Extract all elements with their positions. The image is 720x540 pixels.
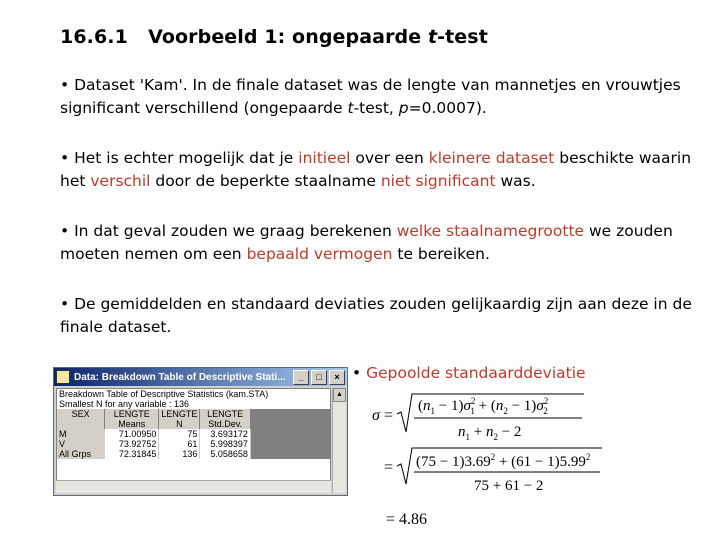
b4-text-1: • De gemiddelden en standaard deviaties zouden gelijkaardig zijn aan deze in de finale dataset. [60, 295, 692, 336]
col-sex[interactable]: SEX [57, 409, 105, 419]
bullet-means [60, 293, 716, 339]
b5-red-1: Gepoolde standaarddeviatie [366, 364, 586, 382]
b3-text-1: • In dat geval zouden we graag berekenen [60, 222, 397, 240]
title-suffix: -test [437, 26, 488, 48]
row-label: All Grps [57, 449, 105, 459]
cell-mean[interactable]: 72.31845 [105, 449, 159, 459]
window-titlebar[interactable] [54, 368, 347, 386]
horizontal-scrollbar[interactable] [56, 480, 331, 493]
scroll-up-icon[interactable]: ▲ [333, 388, 346, 402]
numerator-2: $(75 - 1)3.69^2 + (61 - 1)5.99^2$ [416, 452, 591, 470]
b1-text-c: =0.0007). [408, 99, 487, 117]
pooled-sd-heading [352, 364, 586, 382]
b2-text-5: was. [495, 172, 536, 190]
sigma-symbol: σ [372, 407, 380, 424]
col-lengte-means[interactable]: LENGTE [105, 409, 159, 419]
maximize-icon[interactable]: □ [311, 370, 327, 385]
spreadsheet[interactable] [56, 388, 331, 493]
col-n-sub: N [159, 419, 200, 429]
bullet-initial [60, 147, 710, 193]
title-italic-t: t [427, 26, 438, 48]
empty-area [250, 409, 330, 459]
b2-text-1: • Het is echter mogelijk dat je [60, 149, 299, 167]
b3-text-3: te bereiken. [392, 245, 490, 263]
breakdown-table [57, 409, 330, 459]
b1-text-b: -test, [353, 99, 399, 117]
cell-sd[interactable]: 5.058658 [200, 449, 250, 459]
row-label: V [57, 439, 105, 449]
numerator-1: $(n_1 - 1)\sigma^2$ $1 + (n_2 - 1)\sigma^2$ 2 [418, 396, 549, 416]
b5-bullet: • [352, 364, 367, 382]
cell-sd[interactable]: 3.693172 [200, 429, 250, 439]
cell-n[interactable]: 75 [159, 429, 200, 439]
b2-red-1: initieel [298, 149, 351, 167]
cell-n[interactable]: 136 [159, 449, 200, 459]
cell-mean[interactable]: 73.92752 [105, 439, 159, 449]
cell-sd[interactable]: 5.998397 [200, 439, 250, 449]
table-icon [56, 370, 70, 384]
b2-text-3: beschikte waarin het [60, 149, 692, 190]
col-lengte-n[interactable]: LENGTE [159, 409, 200, 419]
b2-red-3: verschil [90, 172, 151, 190]
page-title [60, 26, 488, 48]
b2-red-2: kleinere dataset [428, 149, 555, 167]
col-sd-sub: Std.Dev. [200, 419, 250, 429]
row-label: M [57, 429, 105, 439]
col-means-sub: Means [105, 419, 159, 429]
table-header-2: Smallest N for any variable : 136 [59, 399, 190, 409]
minimize-icon[interactable]: _ [293, 370, 309, 385]
bullet-sample-size [60, 220, 710, 266]
close-icon[interactable]: × [329, 370, 345, 385]
cell-mean[interactable]: 71.00950 [105, 429, 159, 439]
title-text: Voorbeeld 1: ongepaarde [148, 26, 428, 48]
equals-2: = [384, 459, 394, 476]
b2-text-4: door de beperkte staalname [150, 172, 381, 190]
denominator-2: 75 + 61 − 2 [474, 478, 544, 494]
b1-italic-t: t [347, 99, 354, 117]
pooled-sd-formula [370, 388, 620, 538]
b1-italic-p: p [398, 99, 409, 117]
b2-red-4: niet significant [380, 172, 496, 190]
vertical-scrollbar[interactable] [332, 388, 346, 493]
statistica-window[interactable] [53, 367, 348, 496]
b1-text-a: • Dataset 'Kam'. In de finale dataset was de lengte van mannetjes en vrouwtjes significant verschillend (ongepaarde [60, 76, 681, 117]
b3-red-2: bepaald vermogen [246, 245, 393, 263]
bullet-dataset [60, 74, 710, 120]
result: = 4.86 [386, 511, 428, 528]
b3-text-2: we zouden moeten nemen om een [60, 222, 673, 263]
b2-text-2: over een [350, 149, 429, 167]
cell-n[interactable]: 61 [159, 439, 200, 449]
window-title: Data: Breakdown Table of Descriptive Stati... [74, 371, 286, 383]
b3-red-1: welke staalnamegrootte [396, 222, 585, 240]
table-header-1: Breakdown Table of Descriptive Statistics (kam.STA) [59, 389, 269, 399]
col-sex-sub [57, 419, 105, 429]
section-number: 16.6.1 [60, 26, 128, 48]
equals-1: = [384, 407, 394, 424]
denominator-1: $n_1 + n_2 - 2$ [458, 424, 522, 442]
col-lengte-sd[interactable]: LENGTE [200, 409, 250, 419]
